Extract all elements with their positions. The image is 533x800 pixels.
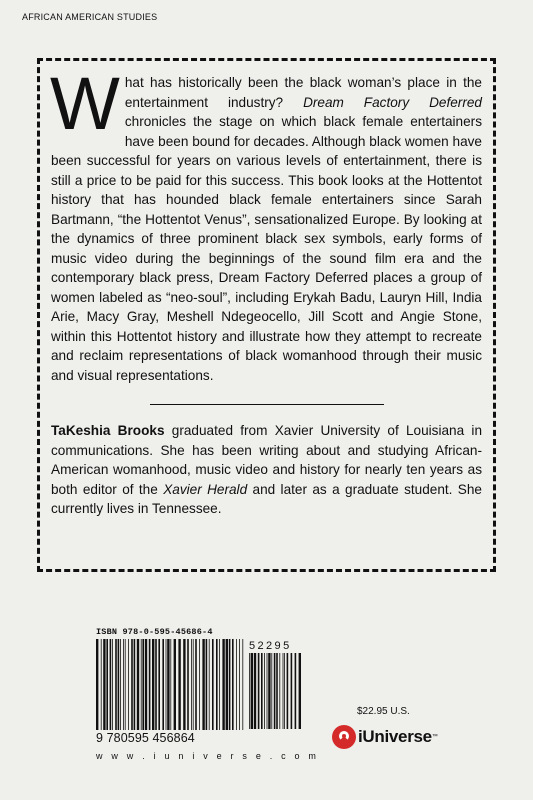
bio-part1: graduated from Xavier University of Louisiana in communications. She has been writing about and studying African-American womanhood, music video and history for nearly ten years as both editor of the bbox=[51, 423, 483, 497]
barcode-bar bbox=[193, 639, 194, 730]
barcode-bar bbox=[202, 639, 204, 730]
barcode-bar bbox=[299, 653, 301, 729]
divider bbox=[150, 404, 384, 405]
barcode-bar bbox=[216, 639, 218, 730]
barcode-bar bbox=[158, 639, 160, 730]
barcode-bar bbox=[258, 653, 260, 729]
description-intro: hat has historically been the black woman’s place in the entertainment industry? bbox=[124, 75, 482, 110]
barcode-bar bbox=[267, 653, 268, 729]
barcode-bar bbox=[167, 639, 169, 730]
barcode-bar bbox=[178, 639, 180, 730]
barcode-bar bbox=[115, 639, 117, 730]
isbn-label: ISBN 978-0-595-45686-4 bbox=[96, 627, 213, 637]
publisher-name: iUniverse bbox=[358, 727, 432, 746]
barcode-bar bbox=[254, 653, 256, 729]
blurb-box bbox=[37, 58, 496, 572]
barcode-bar bbox=[174, 639, 176, 730]
publisher-logo bbox=[332, 725, 438, 749]
price-code: 52295 bbox=[249, 640, 292, 652]
isbn-digits: 9 780595 456864 bbox=[96, 731, 195, 745]
description-body: chronicles the stage on which black female entertainers have been bound for decades. Although black women have been successful for years on various levels of entertainment, there is still a price to be paid for this success. This book looks at the Hottentot history that has hounded black female entertainers since Sarah Bartmann, “the Hottentot Venus”, sensationalized Europe. By looking at the dynamics of three prominent black sex symbols, early forms of music video during the beginnings of the sound film era and the contemporary black press, Dream Factory Deferred places a group of women labeled as “neo-soul”, including Erykah Badu, Lauryn Hill, India Arie, Macy Gray, Meshell Ndegeocello, Jill Scott and Angie Stone, within this Hottentot history and illustrate how they attempt to recreate and reclaim representations of black womanhood through their music and visual representations. bbox=[51, 114, 482, 383]
barcode-bar bbox=[291, 653, 293, 729]
barcode-bar bbox=[103, 639, 105, 730]
barcode-bar bbox=[170, 639, 171, 730]
barcode-bar bbox=[131, 639, 133, 730]
barcode-bar bbox=[187, 639, 189, 730]
barcode-bar bbox=[125, 639, 126, 730]
barcode-bar bbox=[264, 653, 265, 729]
barcode-image bbox=[96, 639, 246, 730]
book-description bbox=[50, 62, 482, 385]
barcode-bar bbox=[145, 639, 147, 730]
barcode-bar bbox=[152, 639, 154, 730]
barcode-bar bbox=[110, 639, 112, 730]
barcode-bar bbox=[251, 653, 253, 729]
barcode-bar bbox=[236, 639, 237, 730]
barcode-bar bbox=[96, 639, 98, 730]
barcode-bar bbox=[118, 639, 120, 730]
barcode-bar bbox=[219, 639, 220, 730]
barcode-bar bbox=[166, 639, 167, 730]
barcode-bar bbox=[134, 639, 136, 730]
barcode-bar bbox=[268, 653, 270, 729]
barcode-bar bbox=[199, 639, 200, 730]
barcode-bar bbox=[284, 653, 285, 729]
barcode-bar bbox=[191, 639, 192, 730]
barcode-bar bbox=[287, 653, 289, 729]
barcode-bar bbox=[226, 639, 228, 730]
barcode-bar bbox=[112, 639, 113, 730]
author-bio bbox=[51, 421, 482, 519]
bio-part2: and later as a graduate student. She currently lives in Tennessee. bbox=[51, 481, 482, 516]
barcode-bar bbox=[274, 653, 276, 729]
barcode-bar bbox=[149, 639, 151, 730]
book-title: Dream Factory Deferred bbox=[303, 94, 482, 110]
barcode-bar bbox=[101, 639, 102, 730]
barcode-bar bbox=[206, 639, 208, 730]
barcode-bar bbox=[261, 653, 263, 729]
barcode-bar bbox=[276, 653, 278, 729]
barcode-bar bbox=[283, 653, 284, 729]
drop-cap: W bbox=[50, 62, 120, 145]
category-label: AFRICAN AMERICAN STUDIES bbox=[22, 12, 158, 22]
barcode-bar bbox=[229, 639, 231, 730]
barcode-bar bbox=[137, 639, 139, 730]
publisher-website: w w w . i u n i v e r s e . c o m bbox=[96, 751, 320, 761]
barcode-bar bbox=[162, 639, 164, 730]
barcode-bar bbox=[183, 639, 185, 730]
author-name: TaKeshia Brooks bbox=[51, 423, 165, 438]
barcode-bar bbox=[295, 653, 297, 729]
barcode-bar bbox=[279, 653, 280, 729]
publication-name: Xavier Herald bbox=[163, 481, 248, 497]
barcode-bar bbox=[141, 639, 142, 730]
barcode-bar bbox=[271, 653, 272, 729]
barcode-bar bbox=[120, 639, 121, 730]
barcode-bar bbox=[239, 639, 240, 730]
barcode-bar bbox=[155, 639, 157, 730]
barcode-bar bbox=[209, 639, 210, 730]
barcode-bar bbox=[242, 639, 243, 730]
barcode-bar bbox=[212, 639, 214, 730]
price: $22.95 U.S. bbox=[357, 706, 410, 717]
barcode-bar bbox=[195, 639, 197, 730]
barcode-bar bbox=[128, 639, 129, 730]
price-barcode-image bbox=[249, 653, 301, 729]
iuniverse-logo-icon bbox=[332, 725, 356, 749]
barcode-bar bbox=[249, 653, 250, 729]
trademark-symbol: ™ bbox=[431, 734, 438, 740]
barcode-bar bbox=[142, 639, 144, 730]
barcode-bar bbox=[123, 639, 124, 730]
barcode-bar bbox=[222, 639, 224, 730]
barcode-bar bbox=[106, 639, 108, 730]
barcode-bar bbox=[232, 639, 234, 730]
